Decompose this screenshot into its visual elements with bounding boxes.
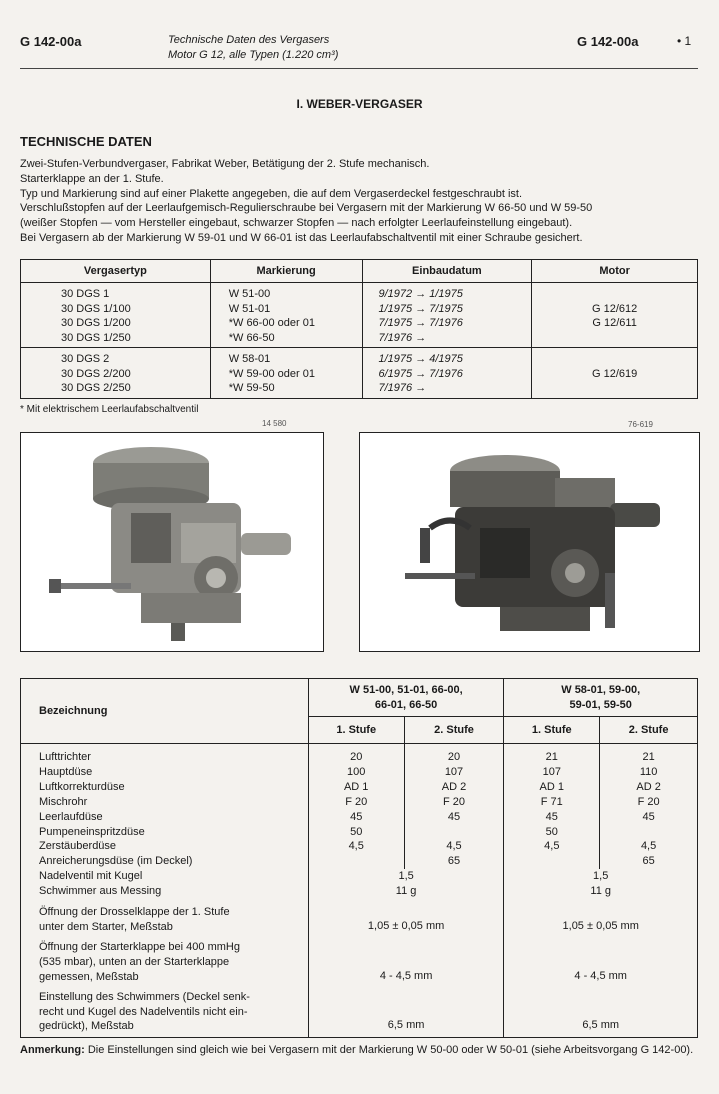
row-label: Luftkorrekturdüse xyxy=(21,780,309,795)
carburetor-illustration xyxy=(360,433,699,651)
stage-header: 1. Stufe xyxy=(308,717,404,744)
carburetor-types-table xyxy=(20,259,698,399)
stage-header: 1. Stufe xyxy=(504,717,600,744)
value-cell: 45 xyxy=(642,810,655,823)
marking-value: *W 59-50 xyxy=(228,382,275,394)
row-label-text: Lufttrichter xyxy=(39,751,91,763)
value-cell: 50 xyxy=(308,825,404,840)
doc-code-left: G 142-00a xyxy=(20,34,82,49)
table-row xyxy=(21,884,698,903)
group-header xyxy=(308,679,504,717)
motor-value: G 12/611 xyxy=(592,317,637,329)
col-header: Einbaudatum xyxy=(362,260,532,283)
type-value: 30 DGS 2 xyxy=(61,353,110,365)
footnote: * Mit elektrischem Leerlaufabschaltventil xyxy=(20,404,199,415)
marking-value: *W 59-00 oder 01 xyxy=(228,367,315,380)
row-label-line: Einstellung des Schwimmers (Deckel senk- xyxy=(39,990,250,1003)
motor-value xyxy=(532,352,697,367)
marking-value: W 51-00 xyxy=(228,288,271,300)
note-label: Anmerkung: xyxy=(20,1044,85,1056)
row-label: Leerlaufdüse xyxy=(21,810,309,825)
date-cell xyxy=(362,283,532,348)
value-cell: F 20 xyxy=(404,795,504,810)
motor-value xyxy=(532,331,697,346)
value-cell: F 20 xyxy=(637,795,660,808)
table-row xyxy=(21,283,698,348)
type-value: 30 DGS 1/250 xyxy=(61,331,131,344)
motor-value xyxy=(532,287,697,302)
merged-value-cell: 1,5 xyxy=(308,869,504,884)
page-marker: • 1 xyxy=(677,34,692,48)
note-text: Die Einstellungen sind gleich wie bei Vergasern mit der Markierung W 50-00 oder W 50-01 (siehe Arbeitsvorgang G 142-00). xyxy=(87,1044,694,1056)
subtitle-line-1: Technische Daten des Vergasers xyxy=(168,34,330,46)
row-label: Hauptdüse xyxy=(21,765,309,780)
marking-value: W 51-01 xyxy=(228,302,271,315)
value-cell: 65 xyxy=(404,854,504,869)
motor-cell xyxy=(532,283,698,348)
date-value: 1/1975 → 4/1975 xyxy=(378,353,463,365)
table-row xyxy=(21,810,698,825)
row-label-line: gemessen, Meßstab xyxy=(39,970,139,983)
row-label: Schwimmer aus Messing xyxy=(21,884,309,903)
date-value: 7/1976 → xyxy=(378,331,427,344)
type-cell xyxy=(21,348,211,399)
value-cell: F 71 xyxy=(504,795,600,810)
row-label-line: Öffnung der Starterklappe bei 400 mmHg xyxy=(39,940,240,953)
value-cell: 65 xyxy=(642,855,655,868)
table-row xyxy=(21,903,698,938)
jets-group-header-row xyxy=(21,679,698,717)
row-label-line: gedrückt), Meßstab xyxy=(39,1020,134,1033)
row-label-line: (535 mbar), unten an der Starterklappe xyxy=(39,955,230,968)
intro-line: Typ und Markierung sind auf einer Plakette angegeben, die auf dem Vergaserdeckel festgeschraubt ist. xyxy=(20,187,523,200)
carburetor-photo-right xyxy=(359,432,700,652)
group-header-line: W 51-00, 51-01, 66-00, xyxy=(349,684,463,696)
date-value: 9/1972 → 1/1975 xyxy=(378,288,463,300)
type-value: 30 DGS 1/200 xyxy=(61,317,131,329)
date-value: 7/1975 → 7/1976 xyxy=(378,317,463,329)
group-header xyxy=(504,679,698,717)
intro-line: Bei Vergasern ab der Markierung W 59-01 und W 66-01 ist das Leerlaufabschaltventil mit einer Schraube gesichert. xyxy=(20,231,583,244)
group-header-line: W 58-01, 59-00, xyxy=(561,683,641,696)
subtitle-line-2: Motor G 12, alle Typen (1.220 cm³) xyxy=(168,49,339,61)
figure-label-right: 76-619 xyxy=(628,420,653,429)
stage-header: 2. Stufe xyxy=(404,717,504,744)
merged-value-cell: 11 g xyxy=(590,885,611,898)
row-label: Nadelventil mit Kugel xyxy=(21,869,309,884)
motor-cell xyxy=(532,348,698,399)
value-cell xyxy=(600,825,698,840)
table-row xyxy=(21,795,698,810)
date-value: 7/1976 → xyxy=(378,382,427,394)
marking-cell xyxy=(210,283,362,348)
value-cell: 20 xyxy=(404,744,504,765)
group-header-line: 66-01, 66-50 xyxy=(374,699,438,711)
value-cell: 45 xyxy=(504,810,600,825)
types-table-header xyxy=(21,260,698,283)
type-value: 30 DGS 1/100 xyxy=(61,302,131,315)
note xyxy=(20,1043,700,1058)
value-cell: 107 xyxy=(504,765,600,780)
motor-value: G 12/612 xyxy=(592,302,638,315)
merged-value-cell: 4 - 4,5 mm xyxy=(574,969,627,982)
marking-cell xyxy=(210,348,362,399)
row-label-line: recht und Kugel des Nadelventils nicht ein- xyxy=(39,1005,248,1018)
figure-label-left: 14 580 xyxy=(262,419,287,428)
date-value: 1/1975 → 7/1975 xyxy=(378,302,463,315)
marking-value: *W 66-50 xyxy=(228,331,275,344)
merged-value-cell: 11 g xyxy=(308,884,504,903)
row-label xyxy=(21,903,309,938)
row-label-line: Öffnung der Drosselklappe der 1. Stufe xyxy=(39,906,230,919)
merged-value-cell: 1,5 xyxy=(593,870,609,883)
technical-heading: TECHNISCHE DATEN xyxy=(20,134,152,149)
row-label-line: unter dem Starter, Meßstab xyxy=(39,920,173,933)
header-divider xyxy=(20,68,698,69)
merged-value-cell: 6,5 mm xyxy=(308,988,504,1038)
stage-header: 2. Stufe xyxy=(600,717,698,744)
value-cell: 45 xyxy=(308,810,404,825)
intro-line: (weißer Stopfen — vom Hersteller eingebaut, schwarzer Stopfen — nach erfolgter Leerlaufeinstellung eingebaut). xyxy=(20,217,573,230)
value-cell: 45 xyxy=(404,810,504,825)
merged-value-cell: 4 - 4,5 mm xyxy=(308,938,504,988)
value-cell: 107 xyxy=(404,765,504,780)
intro-text xyxy=(20,157,705,246)
value-cell xyxy=(404,825,504,840)
merged-value-cell: 1,05 ± 0,05 mm xyxy=(562,919,639,932)
carburetor-photo-left xyxy=(20,432,324,652)
value-cell xyxy=(308,854,404,869)
table-row xyxy=(21,839,698,854)
value-cell: 4,5 xyxy=(640,840,657,853)
value-cell: 20 xyxy=(308,744,404,765)
type-value: 30 DGS 1 xyxy=(61,288,110,300)
group-header-line: 59-01, 59-50 xyxy=(569,698,632,711)
table-row xyxy=(21,854,698,869)
row-label xyxy=(21,988,309,1038)
table-row xyxy=(21,780,698,795)
doc-subtitle xyxy=(168,33,338,63)
date-value: 6/1975 → 7/1976 xyxy=(378,367,463,380)
value-cell: 4,5 xyxy=(308,839,404,854)
designation-header: Bezeichnung xyxy=(21,679,309,744)
table-row xyxy=(21,765,698,780)
motor-value xyxy=(532,381,697,396)
value-cell: AD 2 xyxy=(404,780,504,795)
table-row xyxy=(21,348,698,399)
table-row xyxy=(21,938,698,988)
intro-line: Verschlußstopfen auf der Leerlaufgemisch-Regulierschraube bei Vergasern mit der Markierung W 66-50 und W 59-50 xyxy=(20,202,593,215)
value-cell: F 20 xyxy=(308,795,404,810)
merged-value-cell: 1,05 ± 0,05 mm xyxy=(308,903,504,938)
section-title: I. WEBER-VERGASER xyxy=(296,97,423,111)
value-cell: 50 xyxy=(504,825,600,840)
table-row xyxy=(21,744,698,765)
value-cell xyxy=(504,854,600,869)
motor-value: G 12/619 xyxy=(592,367,638,380)
value-cell: 110 xyxy=(639,765,658,778)
row-label xyxy=(21,938,309,988)
value-cell: 4,5 xyxy=(504,839,600,854)
table-row xyxy=(21,988,698,1038)
doc-code-right: G 142-00a xyxy=(577,34,639,49)
row-label: Pumpeneinspritzdüse xyxy=(21,825,309,840)
table-row xyxy=(21,869,698,884)
value-cell: 21 xyxy=(642,751,655,763)
table-row xyxy=(21,825,698,840)
row-label: Zerstäuberdüse xyxy=(21,839,309,854)
value-cell: AD 1 xyxy=(308,780,404,795)
type-value: 30 DGS 2/200 xyxy=(61,367,131,380)
intro-line: Starterklappe an der 1. Stufe. xyxy=(20,172,164,185)
col-header: Vergasertyp xyxy=(21,260,211,283)
intro-line: Zwei-Stufen-Verbundvergaser, Fabrikat Weber, Betätigung der 2. Stufe mechanisch. xyxy=(20,158,430,170)
date-cell xyxy=(362,348,532,399)
col-header: Markierung xyxy=(210,260,362,283)
jets-table xyxy=(20,678,698,1038)
marking-value: W 58-01 xyxy=(228,353,271,365)
value-cell: 100 xyxy=(308,765,404,780)
row-label: Mischrohr xyxy=(21,795,309,810)
value-cell: AD 2 xyxy=(636,780,661,793)
value-cell: 21 xyxy=(504,744,600,765)
type-value: 30 DGS 2/250 xyxy=(61,382,131,394)
row-label xyxy=(21,744,309,765)
merged-value-cell: 6,5 mm xyxy=(582,1019,620,1032)
carburetor-illustration xyxy=(21,433,323,651)
type-cell xyxy=(21,283,211,348)
row-label: Anreicherungsdüse (im Deckel) xyxy=(21,854,309,869)
marking-value: *W 66-00 oder 01 xyxy=(228,317,315,329)
value-cell: AD 1 xyxy=(504,780,600,795)
col-header: Motor xyxy=(532,260,698,283)
value-cell: 4,5 xyxy=(404,839,504,854)
